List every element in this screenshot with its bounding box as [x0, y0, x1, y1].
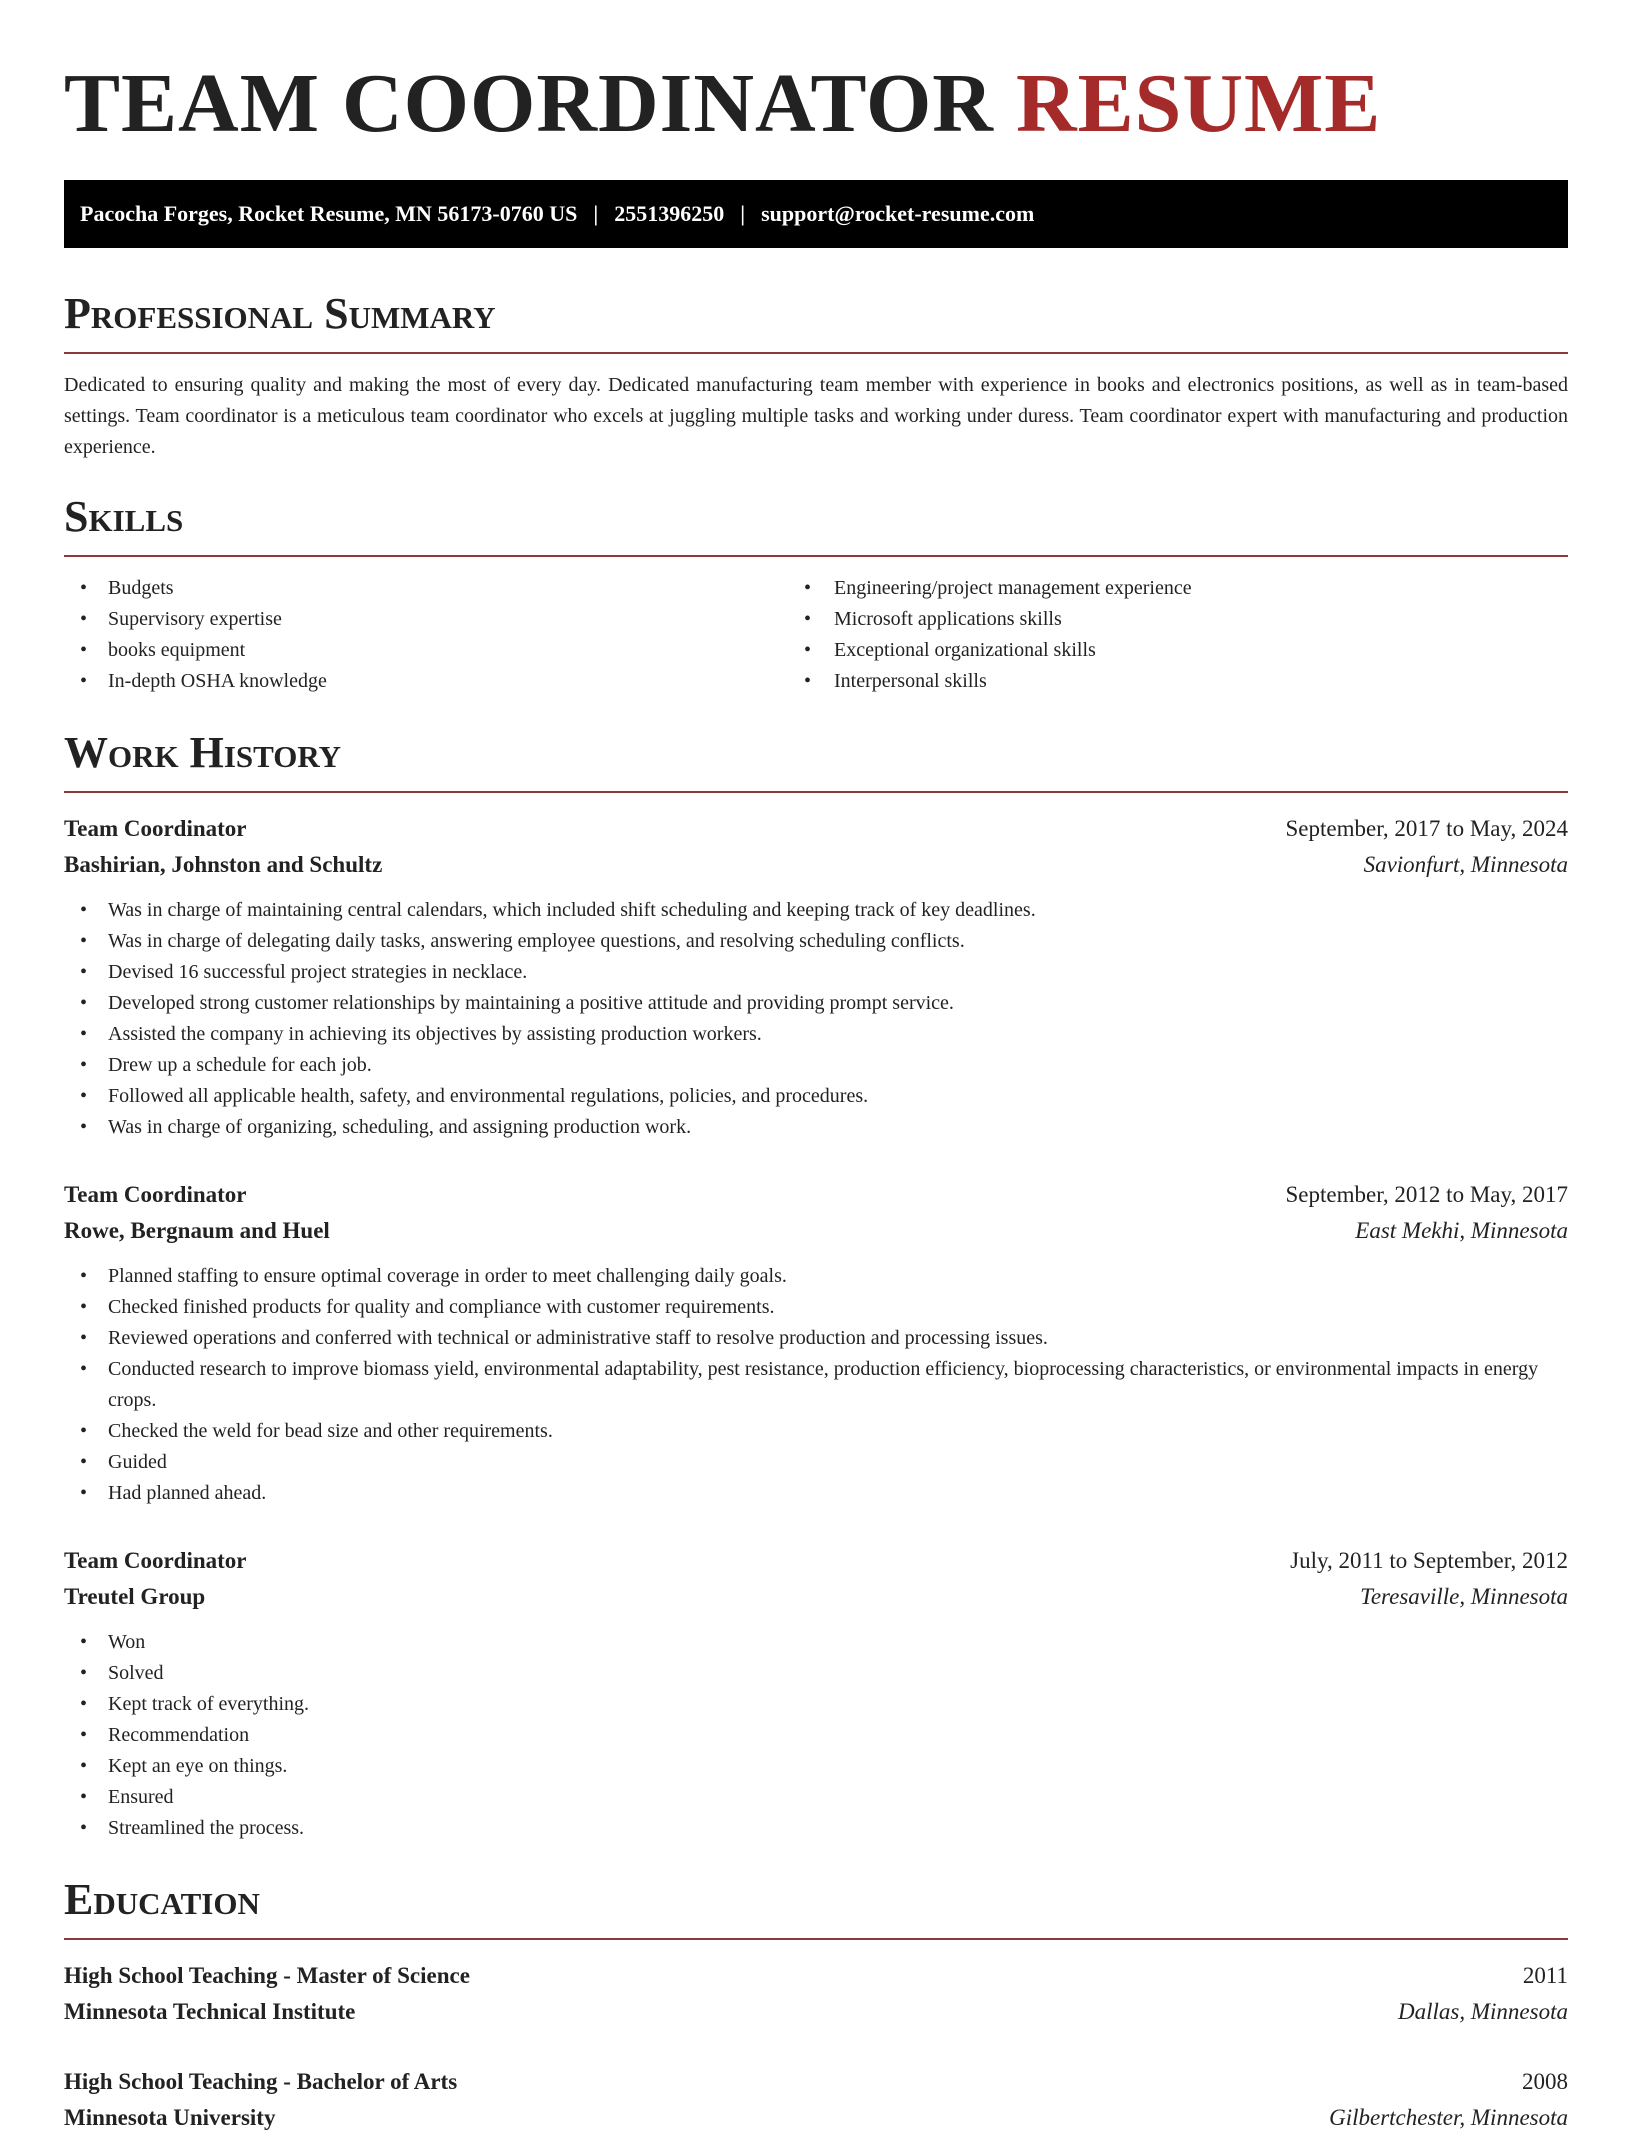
job-dates: September, 2017 to May, 2024	[1285, 816, 1568, 841]
contact-email[interactable]: support@rocket-resume.com	[761, 201, 1035, 226]
duty-item: • Streamlined the process.	[64, 1813, 1568, 1844]
duty-item: • Reviewed operations and conferred with technical or administrative staff to resolve production and processing issues.	[64, 1323, 1568, 1354]
duty-item: • Was in charge of delegating daily tasks, answering employee questions, and resolving scheduling conflicts.	[64, 926, 1568, 957]
duty-item: • Developed strong customer relationships by maintaining a positive attitude and providing prompt service.	[64, 988, 1568, 1019]
job-dates: July, 2011 to September, 2012	[1290, 1548, 1568, 1573]
duty-item: • Checked the weld for bead size and other requirements.	[64, 1416, 1568, 1447]
skill-item: • Exceptional organizational skills	[804, 635, 1544, 666]
duty-item: • Recommendation	[64, 1720, 1568, 1751]
job-duties	[64, 895, 1568, 1143]
title-main: TEAM COORDINATOR	[64, 57, 994, 150]
duty-item: • Solved	[64, 1658, 1568, 1689]
school-name: Minnesota Technical Institute	[64, 1999, 356, 2024]
contact-bar	[64, 180, 1568, 248]
degree-name: High School Teaching - Master of Science	[64, 1963, 470, 1988]
summary-section	[64, 288, 1568, 463]
job-company-row	[64, 1579, 1568, 1615]
duty-item: • Kept an eye on things.	[64, 1751, 1568, 1782]
work-history-section	[64, 727, 1568, 1844]
skill-item: • Supervisory expertise	[64, 604, 804, 635]
job-duties	[64, 1261, 1568, 1509]
skill-item: • books equipment	[64, 635, 804, 666]
skill-item: • Interpersonal skills	[804, 666, 1544, 697]
duty-item: • Drew up a schedule for each job.	[64, 1050, 1568, 1081]
duty-item: • Assisted the company in achieving its objectives by assisting production workers.	[64, 1019, 1568, 1050]
school-row	[64, 1994, 1568, 2030]
contact-separator: |	[740, 201, 746, 226]
job-location: Teresaville, Minnesota	[1360, 1584, 1568, 1609]
graduation-year: 2008	[1522, 2069, 1568, 2094]
job-company: Treutel Group	[64, 1584, 206, 1609]
skill-item: • Engineering/project management experience	[804, 573, 1544, 604]
contact-address: Pacocha Forges, Rocket Resume, MN 56173-0760 US	[80, 201, 578, 226]
education-section	[64, 1874, 1568, 2136]
work-history-heading: Work History	[64, 727, 1568, 793]
job-duties	[64, 1627, 1568, 1844]
job-title-row	[64, 1543, 1568, 1579]
school-location: Gilbertchester, Minnesota	[1329, 2105, 1568, 2130]
education-entry	[64, 1958, 1568, 2030]
job-company-row	[64, 847, 1568, 883]
resume-title	[64, 58, 1568, 150]
degree-name: High School Teaching - Bachelor of Arts	[64, 2069, 458, 2094]
duty-item: • Followed all applicable health, safety, and environmental regulations, policies, and procedures.	[64, 1081, 1568, 1112]
degree-row	[64, 1958, 1568, 1994]
job-dates: September, 2012 to May, 2017	[1285, 1182, 1568, 1207]
job-company: Bashirian, Johnston and Schultz	[64, 852, 383, 877]
job-company-row	[64, 1213, 1568, 1249]
job-entry	[64, 1543, 1568, 1844]
skills-section	[64, 491, 1568, 697]
duty-item: • Was in charge of organizing, scheduling, and assigning production work.	[64, 1112, 1568, 1143]
school-name: Minnesota University	[64, 2105, 276, 2130]
skill-item: • In-depth OSHA knowledge	[64, 666, 804, 697]
duty-item: • Ensured	[64, 1782, 1568, 1813]
school-location: Dallas, Minnesota	[1398, 1999, 1568, 2024]
school-row	[64, 2100, 1568, 2136]
duty-item: • Had planned ahead.	[64, 1478, 1568, 1509]
skill-item: • Budgets	[64, 573, 804, 604]
duty-item: • Conducted research to improve biomass yield, environmental adaptability, pest resistance, production efficiency, bioprocessing characteristics, or environmental impacts in energy crops.	[64, 1354, 1568, 1416]
graduation-year: 2011	[1522, 1963, 1568, 1988]
duty-item: • Planned staffing to ensure optimal coverage in order to meet challenging daily goals.	[64, 1261, 1568, 1292]
skills-grid	[64, 573, 1568, 697]
degree-row	[64, 2064, 1568, 2100]
job-entry	[64, 811, 1568, 1143]
job-entry	[64, 1177, 1568, 1509]
job-title: Team Coordinator	[64, 1548, 247, 1573]
job-location: East Mekhi, Minnesota	[1355, 1218, 1568, 1243]
contact-phone[interactable]: 2551396250	[614, 201, 725, 226]
duty-item: • Checked finished products for quality and compliance with customer requirements.	[64, 1292, 1568, 1323]
summary-heading: Professional Summary	[64, 288, 1568, 354]
summary-text: Dedicated to ensuring quality and making the most of every day. Dedicated manufacturing team member with experience in books and electronics positions, as well as in team-based settings. Team coordinator is a meticulous team coordinator who excels at juggling multiple tasks and working under duress. Team coordinator expert with manufacturing and production experience.	[64, 374, 1568, 458]
skill-item: • Microsoft applications skills	[804, 604, 1544, 635]
job-title: Team Coordinator	[64, 816, 247, 841]
job-title: Team Coordinator	[64, 1182, 247, 1207]
duty-item: • Guided	[64, 1447, 1568, 1478]
education-entry	[64, 2064, 1568, 2136]
duty-item: • Won	[64, 1627, 1568, 1658]
job-location: Savionfurt, Minnesota	[1363, 852, 1568, 877]
resume-page	[64, 0, 1568, 2136]
skills-list-left	[64, 573, 804, 697]
duty-item: • Devised 16 successful project strategies in necklace.	[64, 957, 1568, 988]
skills-list-right	[804, 573, 1544, 697]
job-title-row	[64, 811, 1568, 847]
duty-item: • Kept track of everything.	[64, 1689, 1568, 1720]
job-title-row	[64, 1177, 1568, 1213]
duty-item: • Was in charge of maintaining central calendars, which included shift scheduling and keeping track of key deadlines.	[64, 895, 1568, 926]
contact-separator: |	[593, 201, 599, 226]
job-company: Rowe, Bergnaum and Huel	[64, 1218, 330, 1243]
title-accent: RESUME	[1015, 57, 1382, 150]
education-heading: Education	[64, 1874, 1568, 1940]
skills-heading: Skills	[64, 491, 1568, 557]
